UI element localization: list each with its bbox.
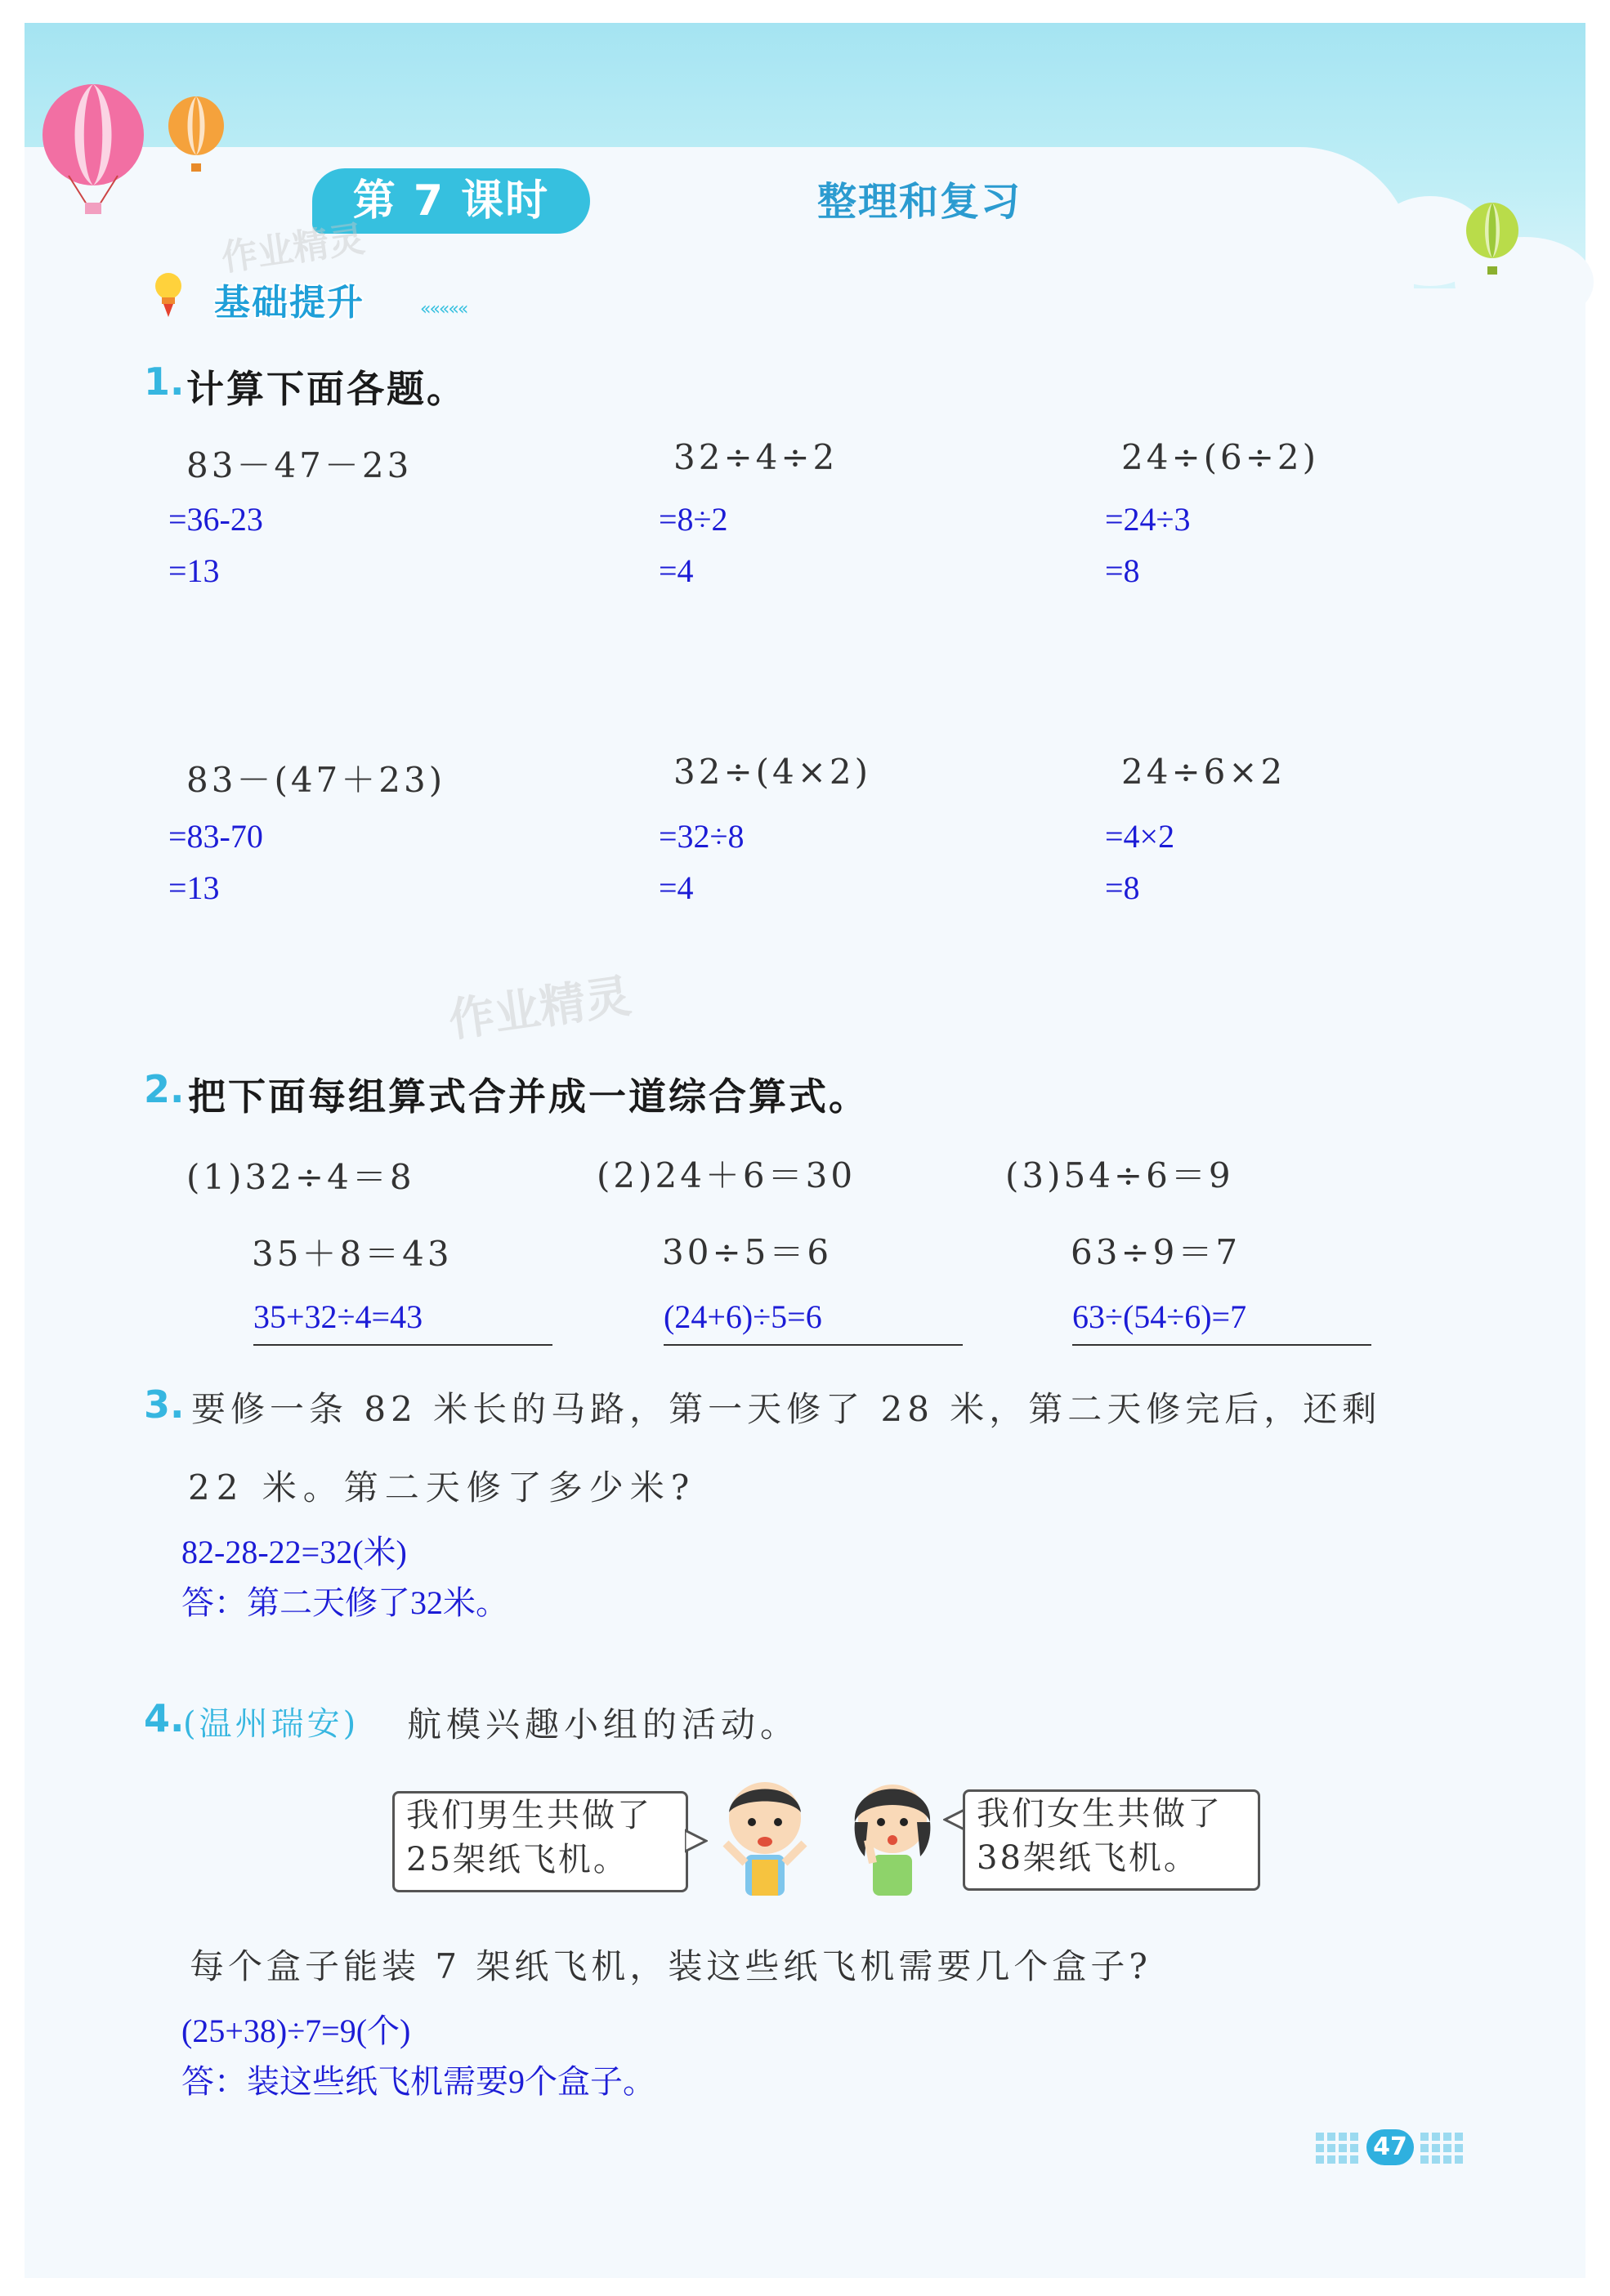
answer-step: =4×2 [1105, 818, 1175, 855]
page-number: 47 [1366, 2129, 1414, 2165]
equation: (3)54÷6＝9 [1005, 1155, 1234, 1195]
equation: 30÷5＝6 [662, 1232, 833, 1272]
boy-illustration [716, 1773, 814, 1904]
equation: (2)24＋6＝30 [597, 1155, 856, 1195]
question-text: 航模兴趣小组的活动。 [407, 1704, 800, 1744]
answer-statement: 答：装这些纸飞机需要9个盒子。 [181, 2063, 655, 2100]
watermark: 作业精灵 [218, 217, 368, 279]
question-number: 3. [144, 1383, 185, 1427]
bubble-line: 我们女生共做了 [977, 1795, 1223, 1833]
answer-calculation: 82-28-22=32(米) [181, 1534, 407, 1570]
answer-step: =8 [1105, 552, 1140, 589]
answer-step: =8 [1105, 869, 1140, 906]
section-title: 基础提升 [214, 282, 364, 324]
answer-statement: 答：第二天修了32米。 [181, 1584, 508, 1621]
expression: 83－47－23 [186, 445, 413, 485]
answer-step: =32÷8 [659, 818, 745, 855]
equation: 35＋8＝43 [252, 1234, 453, 1274]
question-text: 要修一条 82 米长的马路，第一天修了 28 米，第二天修完后，还剩 [191, 1389, 1382, 1429]
answer-step: =83-70 [168, 818, 263, 855]
combined-answer: 35+32÷4=43 [253, 1298, 423, 1335]
question-text: 把下面每组算式合并成一道综合算式。 [188, 1074, 869, 1119]
answer-calculation: (25+38)÷7=9(个) [181, 2012, 411, 2049]
girl-speech-bubble [963, 1789, 1260, 1891]
combined-answer: (24+6)÷5=6 [664, 1298, 822, 1335]
question-number: 2. [144, 1067, 185, 1111]
boy-speech-bubble [392, 1791, 688, 1892]
answer-step: =36-23 [168, 501, 263, 538]
answer-step: =13 [168, 869, 220, 906]
expression: 24÷(6÷2) [1121, 437, 1320, 477]
lesson-title: 整理和复习 [817, 179, 1022, 225]
answer-line [253, 1344, 552, 1346]
question-number: 1. [144, 360, 185, 404]
lightbulb-icon [152, 270, 185, 319]
answer-step: =4 [659, 869, 694, 906]
bubble-line: 我们男生共做了 [406, 1797, 652, 1834]
expression: 83－(47＋23) [186, 760, 446, 800]
lesson-number-tag: 第 7 课时 [312, 168, 590, 234]
answer-step: =13 [168, 552, 220, 589]
expression: 24÷6×2 [1121, 752, 1286, 792]
equation: (1)32÷4＝8 [186, 1157, 415, 1197]
hot-air-balloon-icon [163, 95, 229, 176]
girl-illustration [843, 1771, 941, 1904]
question-text: 每个盒子能装 7 架纸飞机，装这些纸飞机需要几个盒子? [190, 1946, 1152, 1986]
section-decoration: ««««« [420, 299, 467, 319]
question-text: 22 米。第二天修了多少米? [188, 1467, 696, 1508]
question-number: 4. [144, 1696, 185, 1740]
equation: 63÷9＝7 [1071, 1232, 1241, 1272]
expression: 32÷(4×2) [673, 752, 872, 792]
answer-line [664, 1344, 963, 1346]
answer-step: =8÷2 [659, 501, 728, 538]
hot-air-balloon-icon [36, 82, 150, 221]
question-text: 计算下面各题。 [186, 367, 467, 411]
answer-line [1072, 1344, 1371, 1346]
answer-step: =4 [659, 552, 694, 589]
watermark: 作业精灵 [445, 969, 635, 1048]
bubble-line: 38架纸飞机。 [977, 1839, 1199, 1877]
bubble-line: 25架纸飞机。 [406, 1841, 628, 1878]
combined-answer: 63÷(54÷6)=7 [1072, 1298, 1247, 1335]
expression: 32÷4÷2 [673, 437, 839, 477]
question-source: (温州瑞安) [183, 1705, 360, 1743]
answer-step: =24÷3 [1105, 501, 1191, 538]
hot-air-balloon-icon [1461, 201, 1523, 283]
speech-pointer [685, 1829, 708, 1853]
